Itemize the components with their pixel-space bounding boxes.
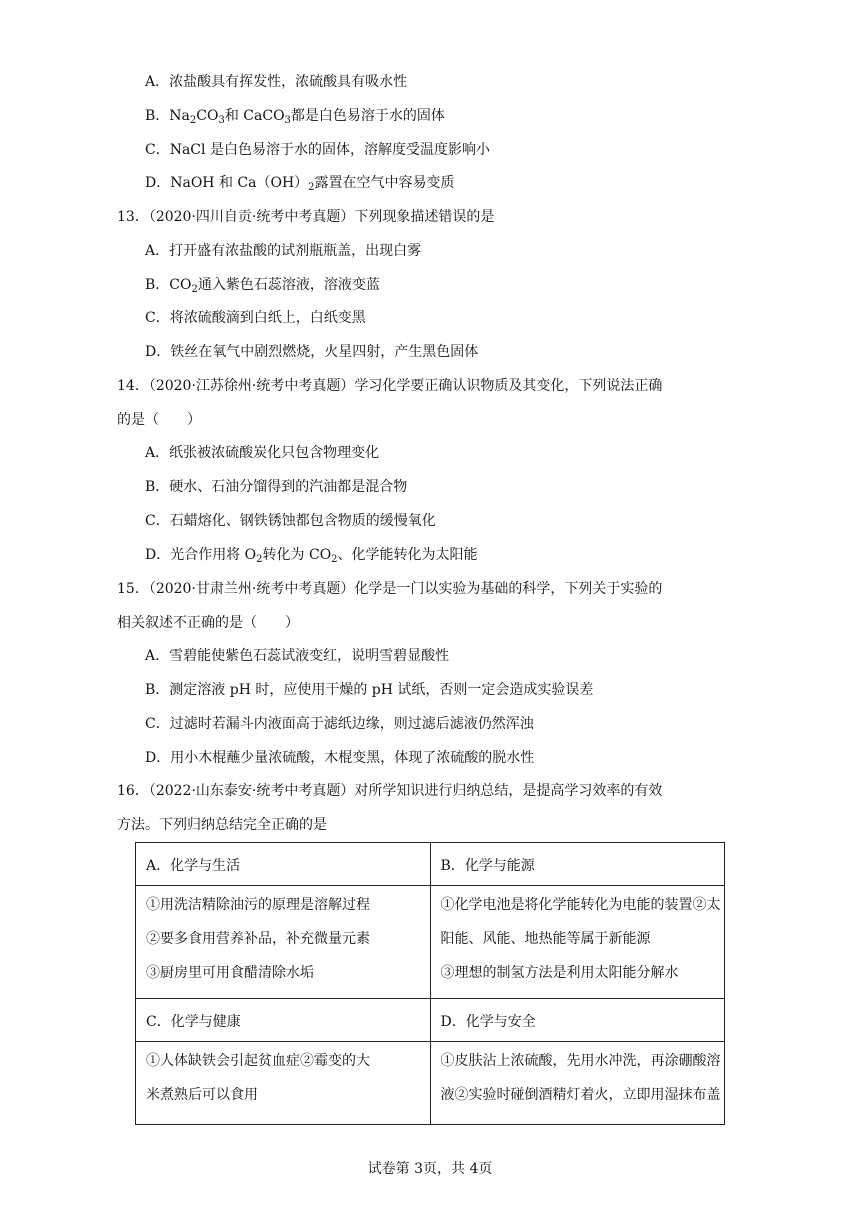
q16-b-line-2: 阳能、风能、地热能等属于新能源 <box>440 931 651 947</box>
q16-d-head-text: D．化学与安全 <box>440 1014 536 1030</box>
q13-b-text-2: 通入紫色石蕊溶液，溶液变蓝 <box>197 277 380 293</box>
q13-option-b <box>145 275 725 295</box>
q16-stem-line2: 方法。下列归纳总结完全正确的是 <box>117 817 327 833</box>
q16-d-line-1: ①皮肤沾上浓硫酸，先用水冲洗，再涂硼酸溶 <box>440 1053 721 1069</box>
q16-options-table <box>135 842 725 1125</box>
q12-d-text-1: D．NaOH 和 Ca（OH） <box>145 175 309 191</box>
q12-b-sub-2: 3 <box>218 115 225 126</box>
q14-option-b: B．硬水、石油分馏得到的汽油都是混合物 <box>145 479 408 495</box>
q16-b-head-text: B．化学与能源 <box>440 858 535 874</box>
page-footer: 试卷第 3页，共 4页 <box>367 1161 493 1177</box>
q12-b-sub-1: 2 <box>189 115 197 126</box>
q15-option-c: C．过滤时若漏斗内液面高于滤纸边缘，则过滤后滤液仍然浑浊 <box>145 716 534 732</box>
q16-c-line-2: 米煮熟后可以食用 <box>146 1087 258 1103</box>
q15-option-b: B．测定溶液 pH 时，应使用干燥的 pH 试纸，否则一定会造成实验误差 <box>145 682 594 698</box>
q12-d-sub-1: 2 <box>308 182 315 193</box>
q14-d-sub-2: 2 <box>331 554 338 565</box>
q13-b-text-1: B．CO <box>145 277 192 293</box>
q14-d-text-2: 转化为 CO <box>262 547 332 563</box>
q16-a-line-2: ②要多食用营养补品，补充微量元素 <box>146 931 370 947</box>
q14-stem-line2: 的是（ ） <box>117 412 201 428</box>
q15-option-a: A．雪碧能使紫色石蕊试液变红，说明雪碧显酸性 <box>145 648 450 664</box>
q16-c-head-text: C．化学与健康 <box>146 1014 241 1030</box>
q16-cell-a-body <box>136 886 431 999</box>
q12-b-text-3: 和 CaCO <box>224 108 285 124</box>
q12-d-text-2: 露置在空气中容易变质 <box>314 175 455 191</box>
q16-a-line-3: ③厨房里可用食醋清除水垢 <box>146 965 314 981</box>
q16-stem-line1: 16．（2022·山东泰安·统考中考真题）对所学知识进行归纳总结，是提高学习效率的有效 <box>117 783 663 799</box>
q13-option-c: C．将浓硫酸滴到白纸上，白纸变黑 <box>145 310 366 326</box>
q16-c-line-1: ①人体缺铁会引起贫血症②霉变的大 <box>146 1053 370 1069</box>
q16-b-line-3: ③理想的制氢方法是利用太阳能分解水 <box>440 965 679 981</box>
q16-cell-b-body <box>430 886 725 999</box>
q13-option-d: D．铁丝在氧气中剧烈燃烧，火星四射，产生黑色固体 <box>145 344 479 360</box>
q16-cell-a-head <box>136 843 431 886</box>
q12-b-text-4: 都是白色易溶于水的固体 <box>290 108 445 124</box>
q16-a-head-text: A．化学与生活 <box>146 858 241 874</box>
q16-cell-b-head <box>430 843 725 886</box>
q16-cell-d-body <box>430 1042 725 1125</box>
q12-option-d <box>145 173 725 193</box>
q12-b-text-2: CO <box>196 108 219 124</box>
q12-option-c: C．NaCl 是白色易溶于水的固体，溶解度受温度影响小 <box>145 142 490 158</box>
q16-a-line-1: ①用洗洁精除油污的原理是溶解过程 <box>146 897 370 913</box>
q12-b-text-1: B．Na <box>145 108 190 124</box>
q12-b-sub-3: 3 <box>284 115 291 126</box>
q16-cell-c-body <box>136 1042 431 1125</box>
q14-d-text-1: D．光合作用将 O <box>145 547 257 563</box>
q14-d-sub-1: 2 <box>256 554 263 565</box>
q13-option-a: A．打开盛有浓盐酸的试剂瓶瓶盖，出现白雾 <box>145 243 422 259</box>
q16-d-line-2: 液②实验时碰倒酒精灯着火，立即用湿抹布盖 <box>440 1087 721 1103</box>
q15-option-d: D．用小木棍蘸少量浓硫酸，木棍变黑，体现了浓硫酸的脱水性 <box>145 750 535 766</box>
q16-b-line-1: ①化学电池是将化学能转化为电能的装置②太 <box>440 897 721 913</box>
q14-d-text-3: 、化学能转化为太阳能 <box>337 547 478 563</box>
q14-option-d <box>145 545 725 565</box>
q16-cell-c-head <box>136 999 431 1042</box>
q15-stem-line2: 相关叙述不正确的是（ ） <box>117 615 299 631</box>
q14-option-a: A．纸张被浓硫酸炭化只包含物理变化 <box>145 445 380 461</box>
q13-b-sub-1: 2 <box>191 284 198 295</box>
q13-stem: 13．（2020·四川自贡·统考中考真题）下列现象描述错误的是 <box>117 209 495 225</box>
q16-cell-d-head <box>430 999 725 1042</box>
q14-option-c: C．石蜡熔化、钢铁锈蚀都包含物质的缓慢氧化 <box>145 513 436 529</box>
q12-option-a: A．浓盐酸具有挥发性，浓硫酸具有吸水性 <box>145 74 408 90</box>
q14-stem-line1: 14．（2020·江苏徐州·统考中考真题）学习化学要正确认识物质及其变化，下列说法正确 <box>117 378 663 394</box>
q12-option-b <box>145 106 725 126</box>
q15-stem-line1: 15．（2020·甘肃兰州·统考中考真题）化学是一门以实验为基础的科学，下列关于实验的 <box>117 581 663 597</box>
